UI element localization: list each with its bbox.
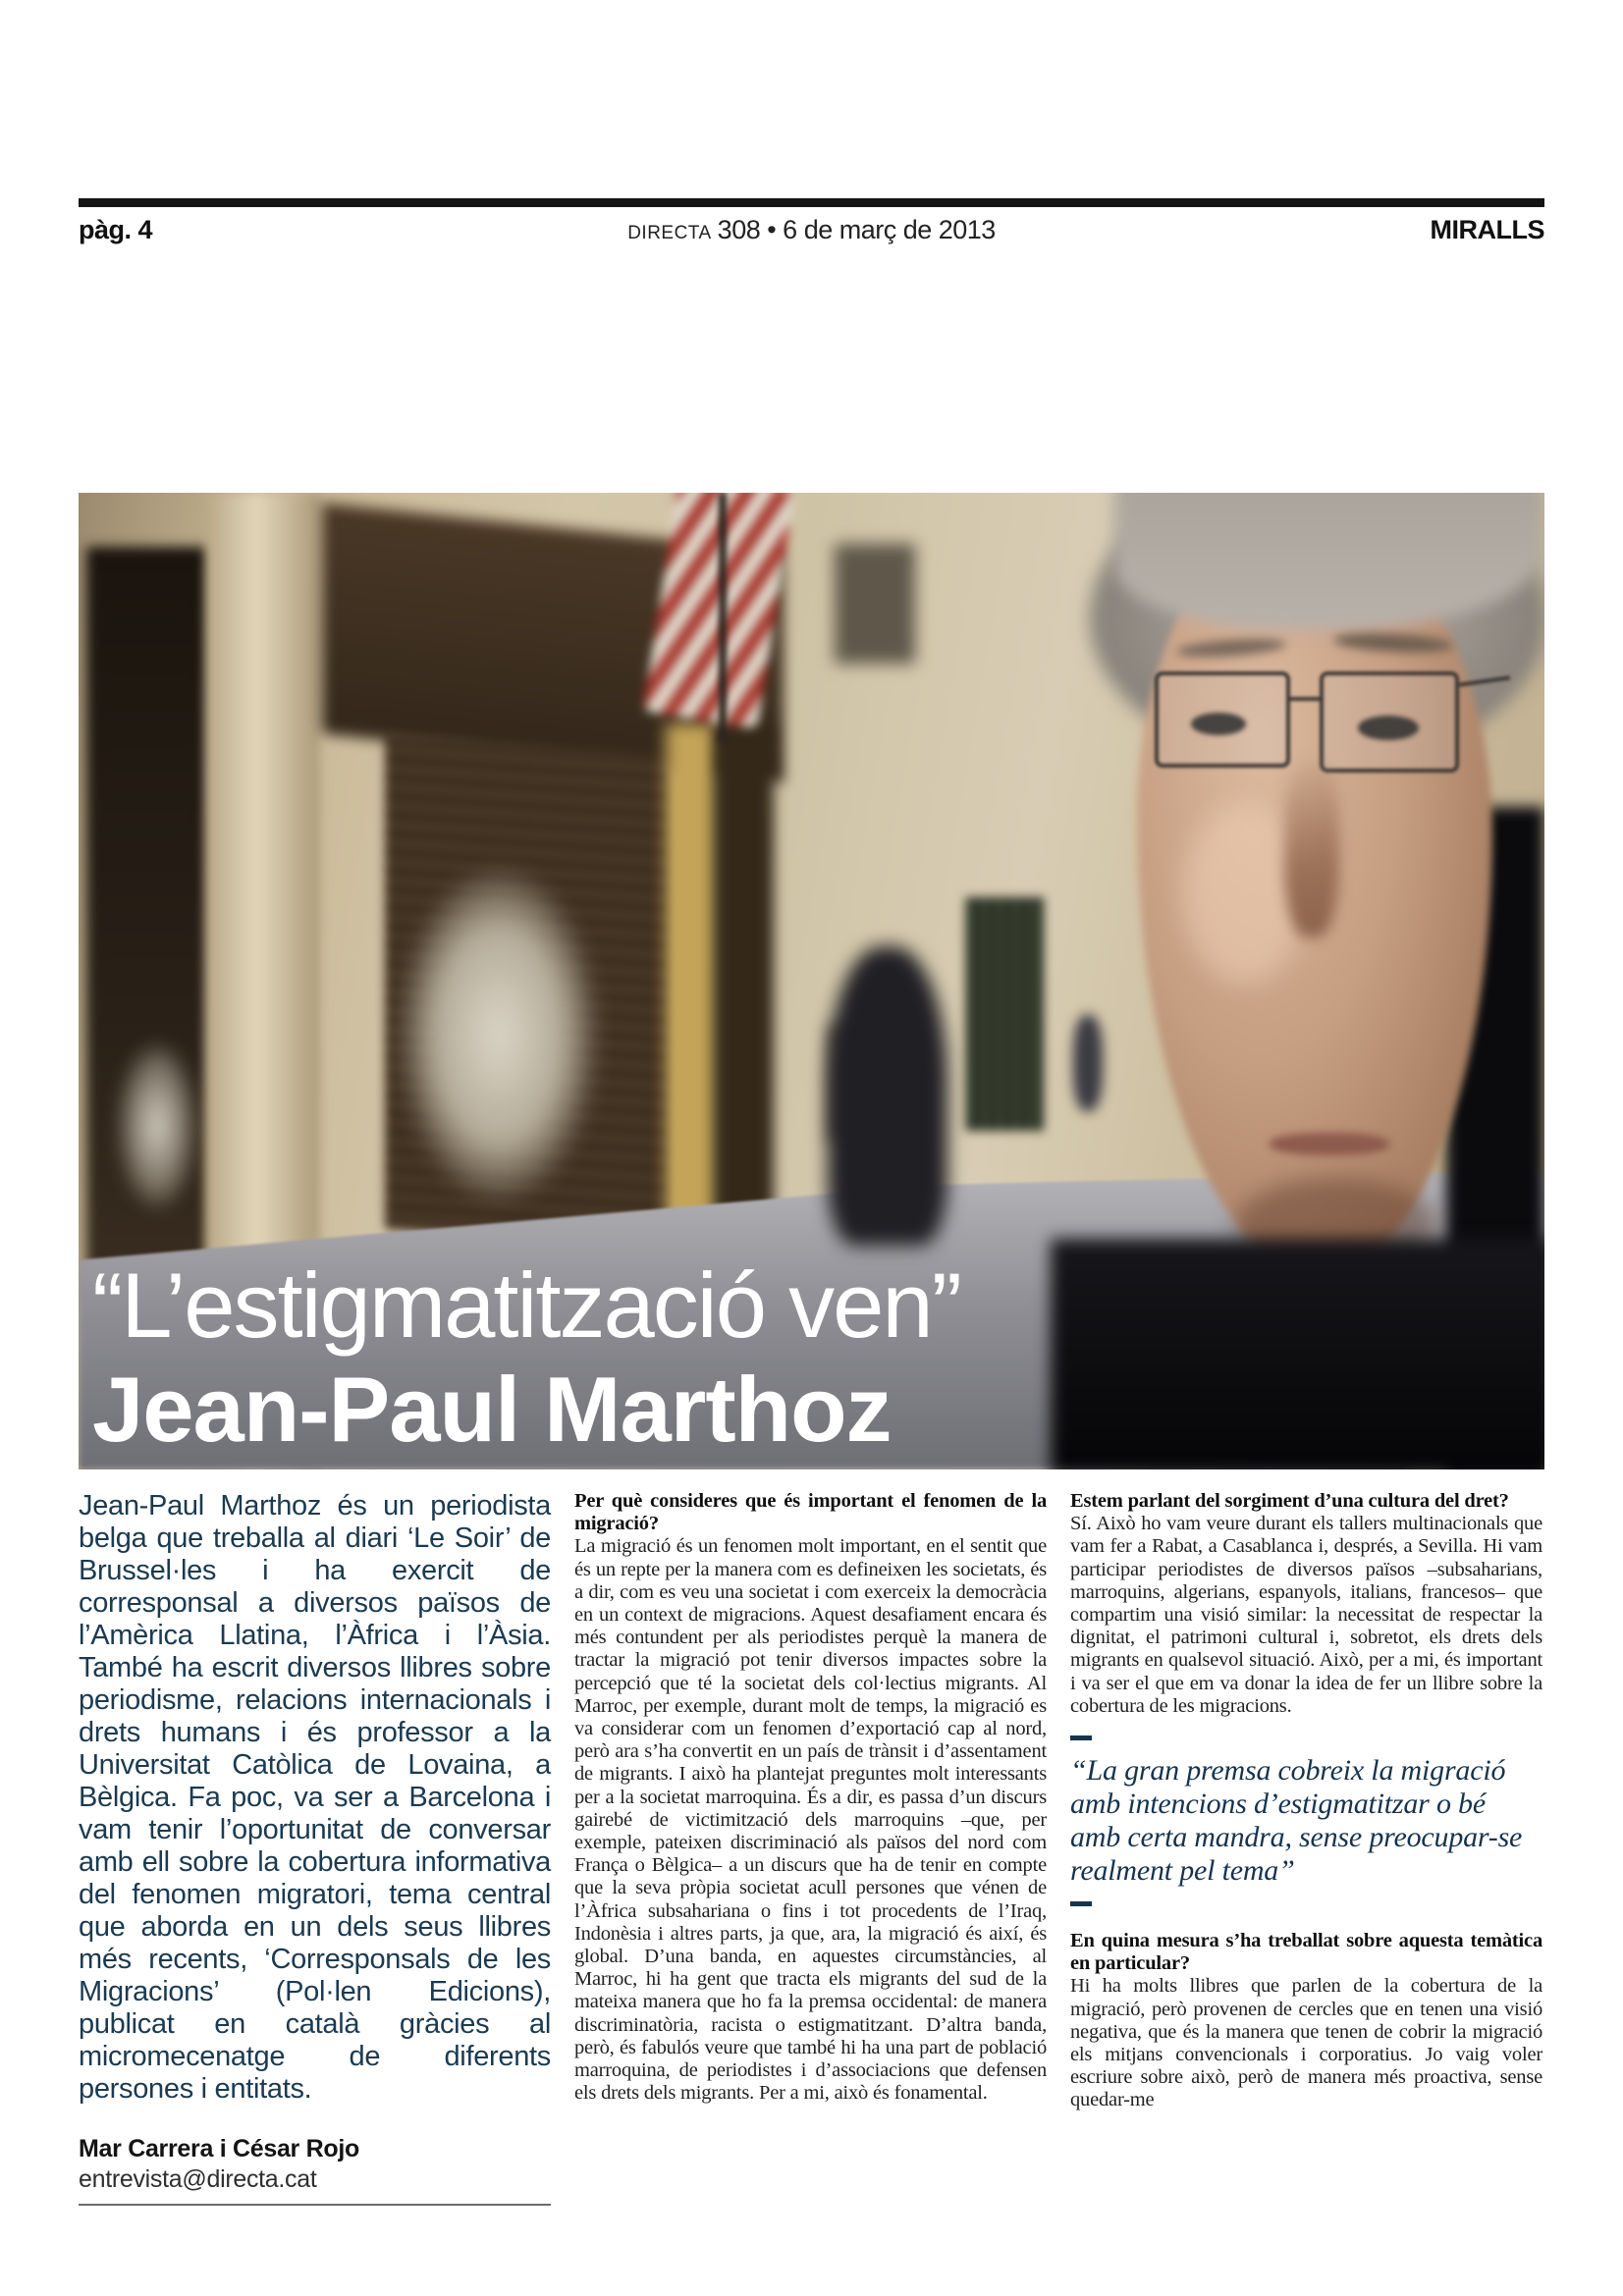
hero-photo xyxy=(79,493,1544,1469)
intro-column xyxy=(79,1490,551,2206)
section-title: MIRALLS xyxy=(1430,215,1545,244)
byline-authors: Mar Carrera i César Rojo xyxy=(79,2135,359,2163)
headline-quote: “L’estigmatització ven” xyxy=(92,1253,960,1357)
answer-2: Sí. Això ho vam veure durant els tallers multinacionals que vam fer a Rabat, a Casablanca i, després, a Sevilla. Hi vam participar periodistes de diversos països –subsaharians, marroquins, algerians, espanyols, italians, francesos– que compartim una visió similar: la necessitat de respectar la dignitat, el patrimoni cultural i, sobretot, els drets dels migrants en qualsevol situació. Això, per a mi, és important i va ser el que em va donar la idea de fer un llibre sobre la cobertura de les migracions. xyxy=(1070,1513,1542,1717)
issue-date: 308 • 6 de març de 2013 xyxy=(717,215,996,244)
interview-column-1 xyxy=(574,1490,1047,2206)
pull-quote-rule-top xyxy=(1070,1735,1092,1740)
headline-name: Jean-Paul Marthoz xyxy=(92,1357,892,1461)
question-2: Estem parlant del sorgiment d’una cultura del dret? xyxy=(1070,1490,1509,1512)
intro-paragraph: Jean-Paul Marthoz és un periodista belga que treballa al diari ‘Le Soir’ de Brussel·les i ha exercit de corresponsal a diversos països de l’Amèrica Llatina, l’Àfrica i l’Àsia. També ha escrit diversos llibres sobre periodisme, relacions internacionals i drets humans i és professor a la Universitat Catòlica de Lovaina, a Bèlgica. Fa poc, va ser a Barcelona i vam tenir l’oportunitat de conversar amb ell sobre la cobertura informativa del fenomen migratori, tema central que aborda en un dels seus llibres més recents, ‘Corresponsals de les Migracions’ (Pol·len Edicions), publicat en català gràcies al micromecenatge de diferents persones i entitats. xyxy=(79,1490,551,2105)
interview-column-2 xyxy=(1070,1490,1542,2206)
masthead-rule xyxy=(79,198,1544,207)
headline-block xyxy=(92,1254,960,1462)
question-1: Per què consideres que és important el fenomen de la migració? xyxy=(574,1490,1047,1535)
byline-block xyxy=(79,2135,551,2206)
brand-name: DIRECTA xyxy=(627,223,712,243)
masthead xyxy=(79,215,1544,245)
article-columns xyxy=(79,1490,1544,2206)
page-number: pàg. 4 xyxy=(79,215,153,244)
byline-email: entrevista@directa.cat xyxy=(79,2165,317,2193)
answer-3: Hi ha molts llibres que parlen de la cobertura de la migració, però provenen de cercles que en tenen una visió negativa, que és la manera que tenen de cobrir la migració els mitjans convencionals i corporatius. Jo vaig voler escriure sobre això, però de manera més proactiva, sense quedar-me xyxy=(1070,1975,1542,2111)
byline-rule xyxy=(79,2204,551,2206)
question-3: En quina mesura s’ha treballat sobre aquesta temàtica en particular? xyxy=(1070,1930,1542,1975)
pull-quote: “La gran premsa cobreix la migració amb intencions d’estigmatitzar o bé amb certa mandra, sense preocupar-se realment pel tema” xyxy=(1070,1754,1523,1888)
answer-1: La migració és un fenomen molt important, en el sentit que és un repte per la manera com es defineixen les societats, és a dir, com es veu una societat i com exerceix la democràcia en un context de migracions. Aquest desafiament encara és més contundent per als periodistes perquè la manera de tractar la migració pot tenir diversos impactes sobre la percepció que té la societat dels col·lectius migrants. Al Marroc, per exemple, durant molt de temps, la migració es va considerar com un fenomen d’exportació cap al nord, però ara s’ha convertit en un país de trànsit i d’assentament de migrants. I això ha plantejat preguntes molt interessants per a la societat marroquina. És a dir, es passa d’un discurs gairebé de victimització dels marroquins –que, per exemple, pateixen discriminació als països del nord com França o Bèlgica– a un discurs que ha de tenir en compte que la seva pròpia societat acull persones que vénen de l’Àfrica subsahariana o fins i tot procedents de l’Iraq, Indonèsia i altres parts, ja que, ara, la migració és així, és global. D’una banda, en aquestes circumstàncies, al Marroc, hi ha gent que tracta els migrants del sud de la mateixa manera que ho fa la premsa occidental: de manera discriminatòria, racista o estigmatitzant. D’altra banda, però, és fabulós veure que també hi ha una part de població marroquina, de periodistes i d’associacions que defensen els drets dels migrants. Per a mi, això és fonamental. xyxy=(574,1535,1047,2105)
pull-quote-rule-bottom xyxy=(1070,1901,1092,1906)
issue-line xyxy=(568,215,1056,245)
